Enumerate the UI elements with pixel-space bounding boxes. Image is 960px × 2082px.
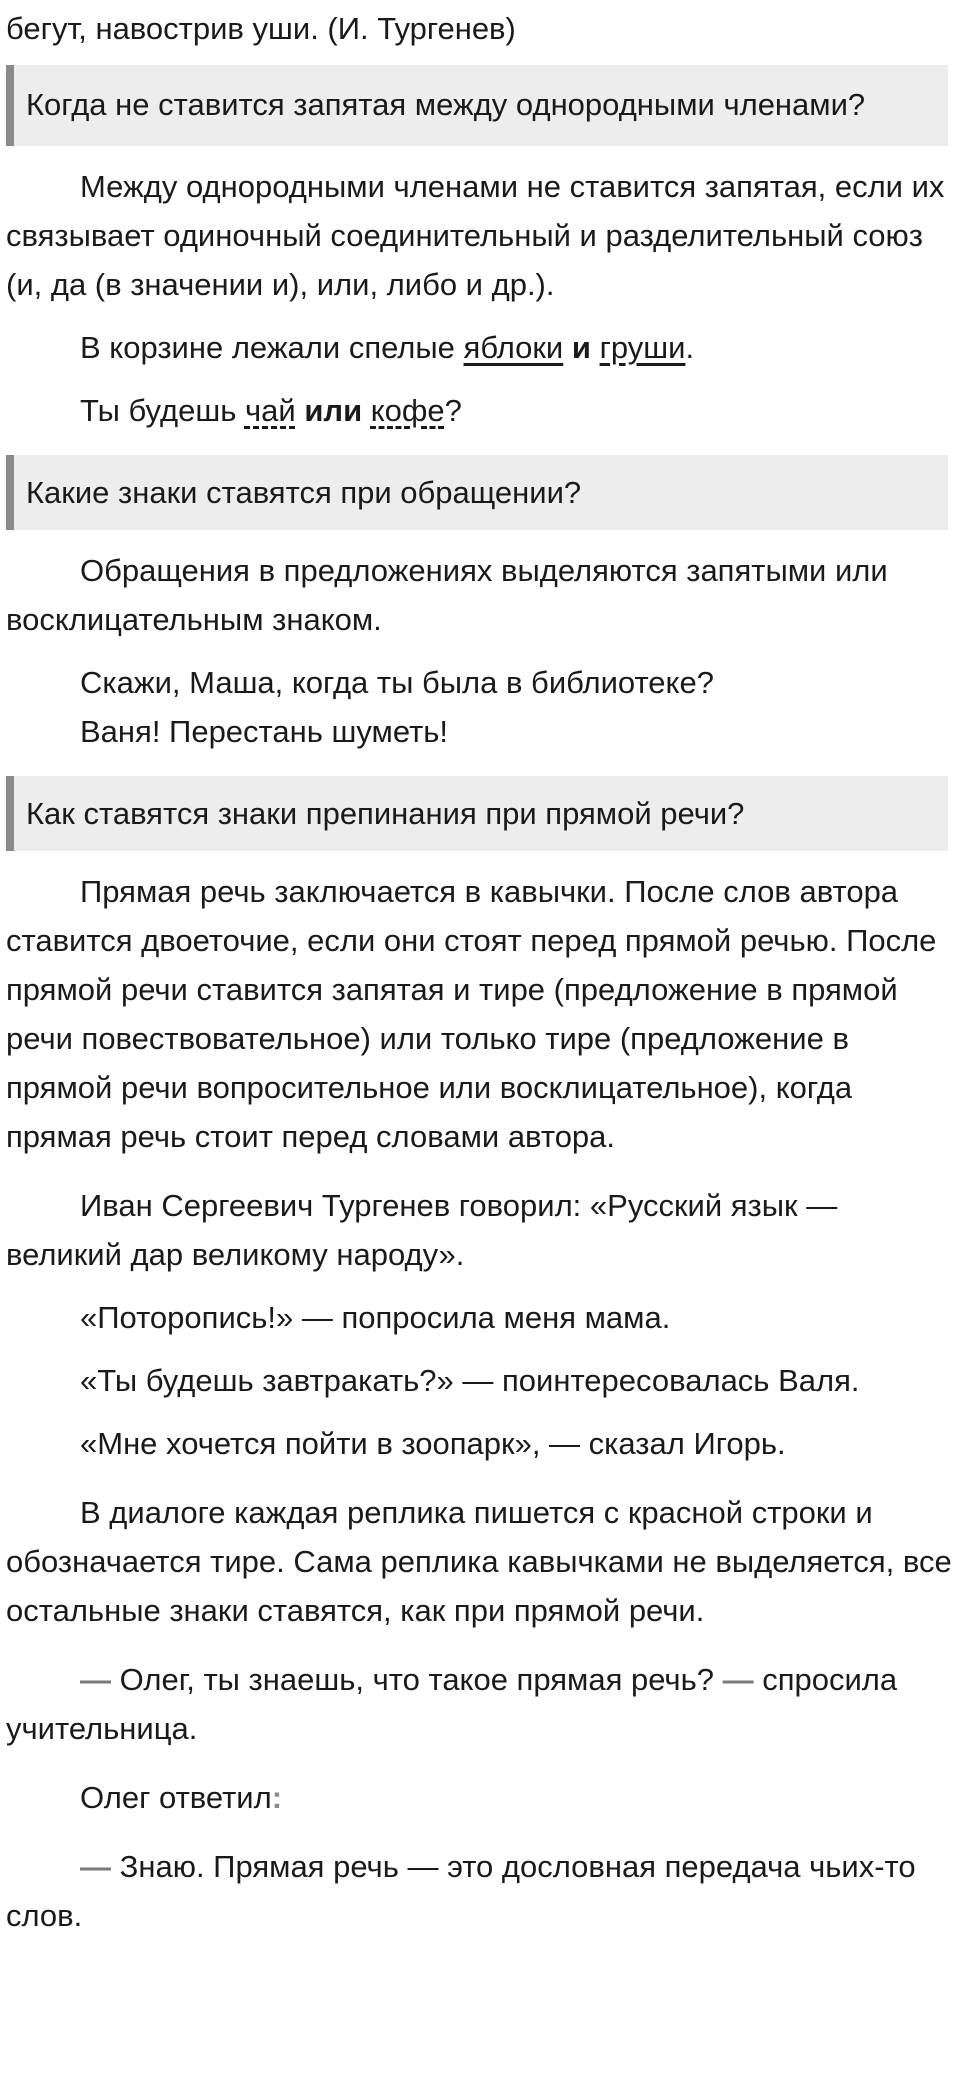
question-text: Как ставятся знаки препинания при прямой речи? <box>26 796 745 831</box>
example-text: Ты будешь <box>80 393 245 428</box>
dialog-text: Олег ответил <box>80 1780 272 1815</box>
dialog-line <box>0 1773 960 1822</box>
dialog-line <box>0 1842 960 1940</box>
dialog-text: Олег, ты знаешь, что такое прямая речь? <box>111 1662 723 1697</box>
rule-paragraph: Прямая речь заключается в кавычки. После слов автора ставится двоеточие, если они стоят перед прямой речью. После прямой речи ставится запятая и тире (предложение в прямой речи повествовательное) или только тире (предложение в прямой речи вопросительное или восклицательное), когда прямая речь стоит перед словами автора. <box>6 874 937 1154</box>
example-punct: . <box>685 330 695 365</box>
dialog-line <box>0 1655 960 1753</box>
rule-paragraph: Между однородными членами не ставится запятая, если их связывает одиночный соединительный и разделительный союз (и, да (в значении и), или, либо и др.). <box>6 169 945 302</box>
homogeneous-word: яблоки <box>463 330 564 365</box>
example-sentence <box>0 323 960 372</box>
dialog-colon: : <box>271 1780 283 1815</box>
example-sentence: Скажи, Маша, когда ты была в библиотеке? <box>80 665 714 700</box>
example-sentence: Иван Сергеевич Тургенев говорил: «Русский язык — великий дар великому народу». <box>6 1188 838 1272</box>
question-text: Когда не ставится запятая между однородными членами? <box>26 87 866 122</box>
example-sentence: «Ты будешь завтракать?» — поинтересовалась Валя. <box>80 1363 860 1398</box>
dialog-rule-paragraph: В диалоге каждая реплика пишется с красной строки и обозначается тире. Сама реплика кавычками не выделяется, все остальные знаки ставятся, как при прямой речи. <box>6 1495 952 1628</box>
question-heading-direct-speech <box>6 776 948 851</box>
dialog-dash: — <box>80 1662 111 1697</box>
homogeneous-word: груши <box>599 330 686 365</box>
example-sentence: «Мне хочется пойти в зоопарк», — сказал Игорь. <box>80 1426 786 1461</box>
rule-paragraph: Обращения в предложениях выделяются запятыми или восклицательным знаком. <box>6 553 888 637</box>
example-sentence <box>0 386 960 435</box>
example-punct: ? <box>444 393 462 428</box>
example-sentence: «Поторопись!» — попросила меня мама. <box>80 1300 671 1335</box>
example-text: В корзине лежали спелые <box>80 330 464 365</box>
intro-line: бегут, навострив уши. (И. Тургенев) <box>6 11 516 46</box>
dialog-text: Знаю. Прямая речь — это дословная передача чьих-то слов. <box>6 1849 916 1933</box>
dialog-text: спросила учительница. <box>6 1662 898 1746</box>
homogeneous-word: чай <box>244 393 296 428</box>
example-sentence: Ваня! Перестань шуметь! <box>80 714 449 749</box>
dialog-dash: — <box>80 1849 111 1884</box>
dialog-dash: — <box>722 1662 754 1697</box>
question-text: Какие знаки ставятся при обращении? <box>26 475 582 510</box>
conjunction: и <box>571 330 591 365</box>
question-heading-homogeneous <box>6 65 948 146</box>
homogeneous-word: кофе <box>370 393 445 428</box>
question-heading-address <box>6 455 948 530</box>
conjunction: или <box>304 393 363 428</box>
